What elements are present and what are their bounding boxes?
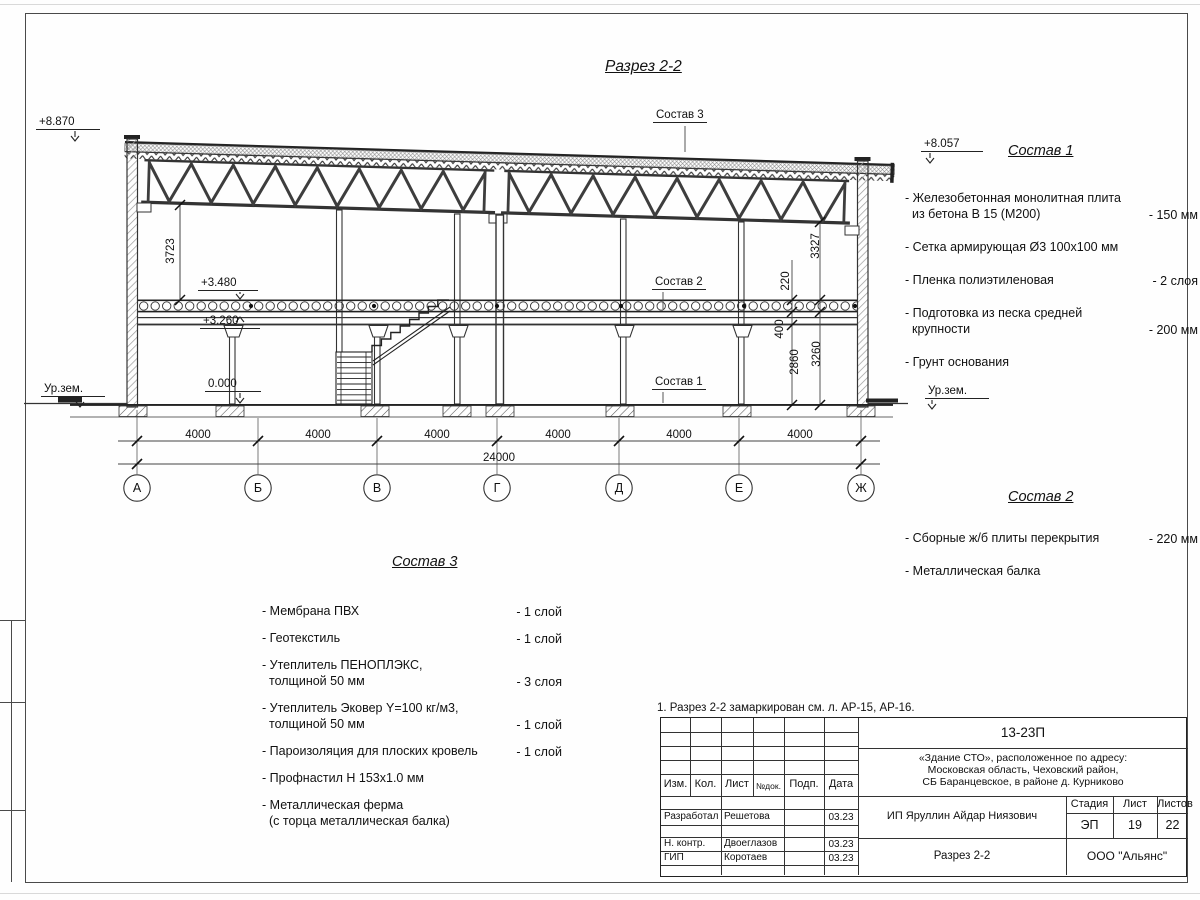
col-data: Дата [828,778,854,790]
object-address: СБ Баранцевское, в районе д. Курниково [922,776,1124,788]
doc-number: 13-23П [1000,725,1046,740]
col-kol: Кол. [694,778,717,790]
column-capital [615,326,634,338]
axis-label-g: Г [493,481,501,495]
elevation-top-right: +8.057 [921,138,983,152]
sheet-note: 1. Разрез 2-2 замаркирован см. л. АР-15, АР-16. [657,702,915,714]
list-item: - Металлическая балка [905,564,1041,578]
bay-dim: 4000 [666,429,692,441]
sostav2-list [905,530,1198,596]
list-item: - Утеплитель Эковер Y=100 кг/м3, толщиной 50 мм - 1 слой [262,701,562,732]
sostav1-title: Состав 1 [1008,143,1074,159]
row-role: Н. контр. [664,838,706,849]
dim-2860: 2860 [789,349,801,375]
dim-3327: 3327 [810,233,822,259]
side-stamp-line [11,620,12,882]
ground [24,397,908,418]
elevation-0000: 0.000 [205,378,261,392]
side-stamp-line [0,702,25,703]
column-capital [449,326,468,338]
row-name: Решетова [724,811,770,822]
ground-level-left: Ур.зем. [41,383,105,397]
list-item: - Грунт основания [905,355,1010,369]
axis-label-zh: Ж [855,481,867,495]
side-ledge [866,399,898,403]
elevation-3260: +3.260 [200,315,260,329]
sheets-label: Листов [1157,798,1193,810]
axis-label-e: Е [734,481,744,495]
list-item: - Подготовка из песка средней крупности - 200 мм [905,306,1198,337]
paper-edge-bottom [0,893,1200,894]
list-item: - Геотекстиль - 1 слой [262,631,562,646]
object-address: Московская область, Чеховский район, [927,764,1119,776]
sheet-title: Разрез 2-2 [605,58,682,75]
truss-seat [845,226,859,235]
leader-sostav1: Состав 1 [652,376,706,390]
stage-value: ЭП [1080,818,1099,832]
list-item: - Железобетонная монолитная плита из бетона В 15 (М200) - 150 мм [905,191,1198,222]
object-address: «Здание СТО», расположенное по адресу: [918,752,1128,764]
sheet-label: Лист [1123,798,1147,810]
col-podp: Подп. [789,778,819,790]
list-item: - Сетка армирующая Ø3 100х100 мм [905,240,1119,254]
col-izm: Изм. [663,778,688,790]
row-date: 03.23 [828,853,854,864]
elevation-3480: +3.480 [198,277,258,291]
column-capital [369,326,388,338]
bay-dim: 4000 [545,429,571,441]
dim-400: 400 [774,319,786,339]
client-name: ИП Яруллин Айдар Ниязович [886,810,1038,822]
list-item: - Пароизоляция для плоских кровель - 1 слой [262,744,562,759]
list-item: - Мембрана ПВХ - 1 слой [262,604,562,619]
title-block [660,717,1193,877]
wall-left [124,135,140,407]
bay-dim: 4000 [305,429,331,441]
bay-dim: 4000 [185,429,211,441]
list-item: - Сборные ж/б плиты перекрытия - 220 мм [905,531,1198,546]
bay-dim: 4000 [787,429,813,441]
roof-fascia [890,163,894,183]
leader-sostav3: Состав 3 [653,109,707,123]
elevation-top-left: +8.870 [36,116,100,130]
stairs [336,300,450,404]
list-item: - Утеплитель ПЕНОПЛЭКС, толщиной 50 мм - 3 слоя [262,658,562,689]
bay-dim: 4000 [424,429,450,441]
sostav1-list [905,190,1198,387]
row-role: ГИП [664,852,684,863]
truss-seat [137,203,151,212]
wall-right [855,157,871,407]
list-item: - Пленка полиэтиленовая - 2 слоя [905,273,1198,288]
column-capital [733,326,752,338]
roof-assembly [123,140,895,226]
sostav3-list [262,603,562,840]
col-ndok: №док. [756,781,781,791]
row-name: Коротаев [724,852,768,863]
dim-3723: 3723 [165,238,177,264]
axis-label-d: Д [614,481,624,495]
list-item: - Профнастил Н 153х1.0 мм [262,771,425,785]
stage-label: Стадия [1070,798,1109,810]
sostav3-title: Состав 3 [392,554,458,570]
list-item: - Металлическая ферма (с торца металлическая балка) [262,798,450,828]
col-list: Лист [725,778,749,790]
axis-label-a: А [132,481,142,495]
row-name: Двоеглазов [724,838,778,849]
sostav2-title: Состав 2 [1008,489,1074,505]
sheets-value: 22 [1165,818,1180,832]
total-dim: 24000 [483,452,515,464]
ground-level-right: Ур.зем. [925,385,989,399]
row-date: 03.23 [828,839,854,850]
axis-label-b: Б [253,481,263,495]
leader-sostav2: Состав 2 [652,276,706,290]
drawing-name: Разрез 2-2 [933,850,991,862]
dim-3260: 3260 [811,341,823,367]
dim-220: 220 [780,271,792,291]
side-stamp-line [0,810,25,811]
company-name: ООО "Альянс" [1086,849,1168,863]
side-stamp-line [0,620,25,621]
entrance-step [58,397,82,403]
row-date: 03.23 [828,812,854,823]
row-role: Разработал [664,811,719,822]
axis-label-v: В [372,481,382,495]
sheet-value: 19 [1128,818,1142,832]
